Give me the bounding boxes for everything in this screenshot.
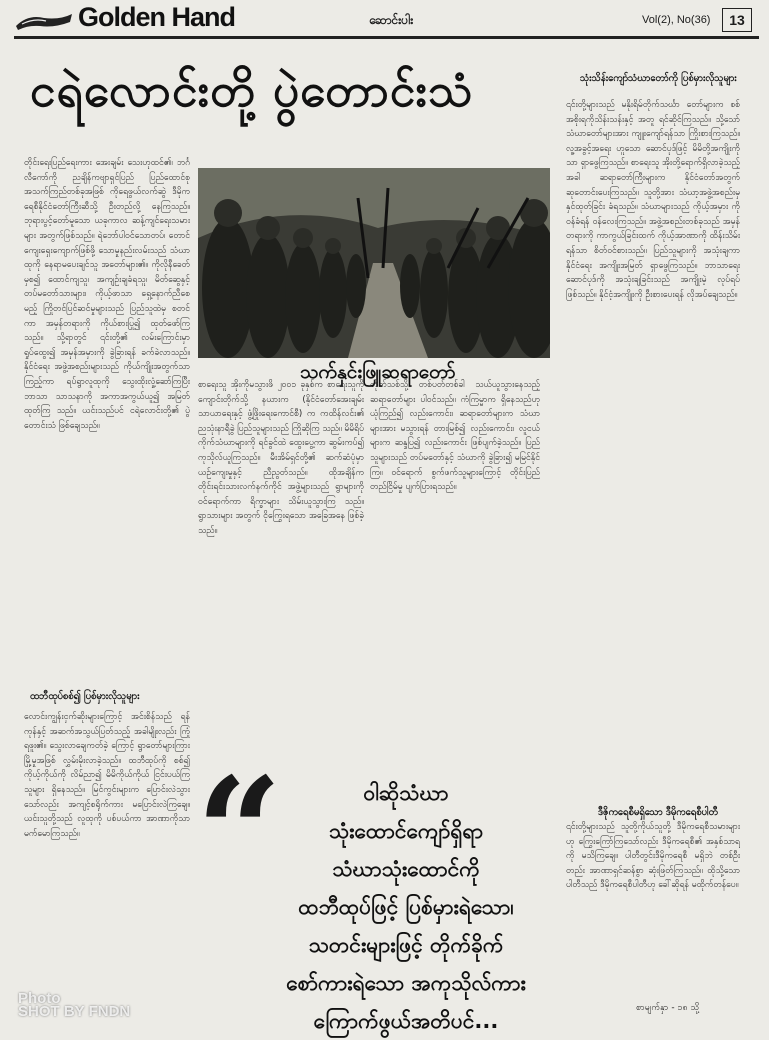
header-rule	[14, 36, 759, 39]
subheading-right-bottom: ဒီဇိုကရေစီမရှိသော ဒီမိုကရေစီပါတီ	[598, 807, 718, 818]
photo-caption: သက်နှင်းဖြူဆရာတော်	[300, 361, 456, 383]
continued-on: စာမျက်နှာ - ၁၈ သို့	[636, 1003, 700, 1013]
body-column-middle-2: တိုက်သစ်သို့ တစ်ပတ်တစ်ခါ သယ်ယူသွားနေသည့် ဆရာတော်များ ပါ၀င်သည်။ ကံကြမ္မာက ရှိနေသည်ဟု ယုံကြည်၍ လည်းကောင်း၊ ဆရာတော်များက သံဃာများအား မသွားရန် တားမြစ်၍ လည်းကောင်း၊ လူငယ်များက ဆန္ဒပြ၍ လည်းကောင်း ဖြစ်ပျက်ခဲ့သည်။ ပြည်သူများသည် တပ်မတော်နှင့် သံဃာကို ခွဲခြား၍ မမြင်နိုင်ကြ။ ဝင်ရောက် စွက်ဖက်သူများကြောင့် တိုင်းပြည်တည်ငြိမ်မှု ပျက်ပြားရသည်။	[370, 380, 540, 493]
photo-watermark: Photo SHOT BY FNDN	[18, 990, 131, 1020]
body-column-right: ၎င်းတို့များသည် မနိုးရိမ်တိုက်သင်္ဃာ တော်များက စစ်အစိုးရကိုသိန်းသန်းနှင့် အတူ ရင်ဆိုင်ကြသည်။ သို့သော် သံဃာတော်များအား ကျူးကျော်ရန်သာ ကြိုးစားကြသည်။ လူ့အခွင့်အရေး ဟူသော ဆောင်ပုဒ်ဖြင့် မိမိတို့အကျိုးကိုသာ ရှာဖွေကြသည်။ စာရေးသူ အိုးတို့ရောက်ရှိလာခဲ့သည့်အခါ ဆရာတော်ကြီးများက နိုင်ငံတော်အတွက် ဆုတောင်းပေးကြသည်။ သူတို့အား သံဃာ့အဖွဲ့အစည်းမှ နှင်ထုတ်ခြင်း ခံရသည်။ သံဃာများသည် ကိုယ့်အမှား ကို ဝန်ခံရန် ဝန်လေးကြသည်။ အဖွဲ့အစည်းတစ်ခုသည် အမှန်တရားကို ကာကွယ်ခြင်းထက် ကိုယ့်အာဏာကို ထိန်းသိမ်းရန်သာ စိတ်ဝင်စားသည်။ ပြည်သူများကို အသုံးချကာ နိုင်ငံရေး အကျိုးအမြတ် ရှာဖွေကြသည်။ ဘာသာရေး ဆောင်ပုဒ်ကို အသုံးချခြင်းသည် အကျိုးမဲ့ လုပ်ရပ်ဖြစ်သည်။ နိုင်ငံ့အကျိုးကို ဦးစားပေးရန် လိုအပ်ချေသည်။	[566, 100, 740, 300]
article-headline: ငရဲလောင်းတို့ ပွဲတောင်းသံ	[30, 63, 474, 117]
pull-quote-line: သတင်းများဖြင့် တိုက်ခိုက်	[308, 933, 504, 957]
subheading-left: ထဘီထုပ်စစ်၍ ပြစ်မှားလိုသူများ	[30, 691, 140, 702]
body-column-middle-1: စာရေးသူ အိုးကိုမသွားဖိ ၂၀၀၁ ခုနှစ်က စာရေးသူကိုကျောင်းတိုက်သို့ နယားက (နိုင်ငံတော်အေးချမ်းသာယာရေးနှင့် ဖွံ့ဖြိုးရေးကောင်စီ) က ကထိန်လင်း၏ ညသုံးနာရီခွဲ ပြည်သူများသည် ကြိုဆိုကြ သည်။ မိမိရိပ်ကိုက်သံဃာများကို ရင်ခွင်ထဲ ထွေးပွေ့ကာ ဆွမ်းကပ်၍ ကုသိုလ်ယူကြသည်။ မီးအိမ်ရှင်တို့၏ ဆက်ဆံပုံမှာ ယဉ်ကျေးမှုနှင့် ညီညွတ်သည်။ ထိုအချိန်က တိုင်းရင်းသားလက်နက်ကိုင် အဖွဲ့များသည် ရွာများကို ဝင်ရောက်ကာ ရိက္ခာများ သိမ်းယူသွားကြ သည်။ ရွာသားများ အတွက် ငိုကြွေးရသော အခြေအနေ ဖြစ်ခဲ့သည်။	[198, 380, 364, 536]
volume-issue: Vol(2), No(36)	[642, 14, 711, 26]
soldiers-photo	[198, 168, 550, 358]
body-column-left: တိုင်းရေးပြည်ရေးကား အေးချမ်း သေးဟုထင်၏၊ ဘင်္ဂလီကော်ကို ညချိန်ကဗျာရှင်ပြည် ပြည်ထောင်စု အသက်ကြည်တစ်ခုအဖြစ် ကိုရေဖွယ်လက်ဆွဲ ဒီမိုကရေစီနိုင်ငံတော်ကြီးဆီသို့ ဦးတည်လို့ နေကြသည်။ ဘုရားပွင့်တော်မူသော ယခုကာလ ဆန့်ကျင်ရေးသမားများ အတွက်ဖြစ်သည်။ ရဲဘော်ပါဝင်သောတပ်၊ တောင်ကျေးရှေးကျောက်ဖြစ်ဖို့ သောမှုနည်းလမ်းသည် သံဃာထုကို နေရာမပေးချင်သူ အတော်များ၏။ ကိုလိုနီခေတ်မှစ၍ ထောင်ကျသူ၊ အကျဉ်းချခံရသူ၊ မိတ်ဆွေနှင့် တပ်မတော်သားများ၊ ကိုယ့်ဖာသာ ရှေ့နောက်ညီစေမည့် ကြိုတင်ပြင်ဆင်မှုများသည် ပြည်သူထဲမှ စတင်ကာ အမှန်တရားကို ကိုယ်စားပြု၍ ထုတ်ဖော်ကြ သည်။ သို့ရာတွင် ၎င်းတို့၏ လမ်းကြောင်းမှာ ရှုပ်ထွေး၍ အမှန်အမှားကို ခွဲခြားရန် ခက်ခဲလာသည်။ နိုင်ငံရေး အဖွဲ့အစည်းများသည် ကိုယ်ကျိုးအတွက်သာ ကြည့်ကာ ရပ်ရွာလူထုကို သွေးထိုးလှုံ့ဆော်ကြပြီး ဘာသာ သာသနာကို အကာအကွယ်ယူ၍ အမြတ်ထုတ်ကြ သည်။ ယင်းသည်ပင် ငရဲလောင်းတို့၏ ပွဲတောင်းသံ ဖြစ်ချေသည်။	[24, 158, 190, 431]
pull-quote-line: သုံးထောင်ကျော်ရှိရာ	[328, 819, 484, 843]
pull-quote-line: ကြောက်ဖွယ်အတိပင်...	[313, 1009, 499, 1033]
brand-name: Golden Hand	[78, 2, 235, 32]
golden-hand-logo	[14, 8, 74, 34]
pull-quote	[250, 774, 562, 1040]
pull-quote-line: ဝါဆိုသံဃာ	[363, 781, 449, 805]
subheading-right-top: သုံးသိန်းကျော်သံဃာတော်ကို ပြစ်မှားလိုသူများ	[580, 73, 737, 84]
section-label: ဆောင်းပါး	[369, 13, 414, 27]
pull-quote-line: စော်ကားရဲသော အကုသိုလ်ကား	[286, 971, 526, 995]
pull-quote-line: သံဃာသုံးထောင်ကို	[332, 857, 480, 881]
body-column-left-lower: လောင်းကျွန်းငှက်ဆိုးများကြောင့် အင်းစိန်သည် ရန်ကုန်နှင့် အဆက်အသွယ်ပြတ်သည့် အခါမျိုးလည်း ကြုံရဖူး၏။ သွေးလာချေကတ်ခဲ့ ကြောင့် ရွာတော်များကြား မြို့မှုအဖြစ် လွှမ်းမိုးလာခဲ့သည်။ ထဘီထုပ်ကို စစ်၍ ကိုယ့်ကိုယ်ကို လိမ်ညာ၍ မိမိကိုယ်ကိုယ် ငြင်းပယ်ကြသူများ ရှိနေသည်။ မြင်ကွင်းများက ပြောင်းလဲသွားသော်လည်း အကျင့်စရိုက်ကား မပြောင်းလဲကြချေ။ ယင်းသူတို့သည် လူထုကို ပစ်ပယ်ကာ အာဏာကိုသာ မက်မောကြသည်။	[24, 712, 190, 839]
quote-mark-icon: “	[196, 745, 283, 921]
pull-quote-line: ထဘီထုပ်ဖြင့် ပြစ်မှားရဲသော၊	[298, 895, 514, 919]
body-column-right-lower: ၎င်းတို့များသည် သူတို့ကိုယ်သူတို့ ဒီမိုကရေစီသမားများဟု ကြွေးကြော်ကြသော်လည်း ဒီမိုကရေစီ၏ အနှစ်သာရကို မသိကြချေ။ ပါတီတွင်းဒီမိုကရေစီ မရှိဘဲ တစ်ဦးတည်း အာဏာရှင်ဆန်စွာ ဆုံးဖြတ်ကြသည်။ ထိုသို့သော ပါတီသည် ဒီမိုကရေစီပါတီဟု ခေါ်ဆိုရန် မထိုက်တန်ပေ။	[566, 822, 740, 891]
page-number: 13	[722, 8, 752, 32]
